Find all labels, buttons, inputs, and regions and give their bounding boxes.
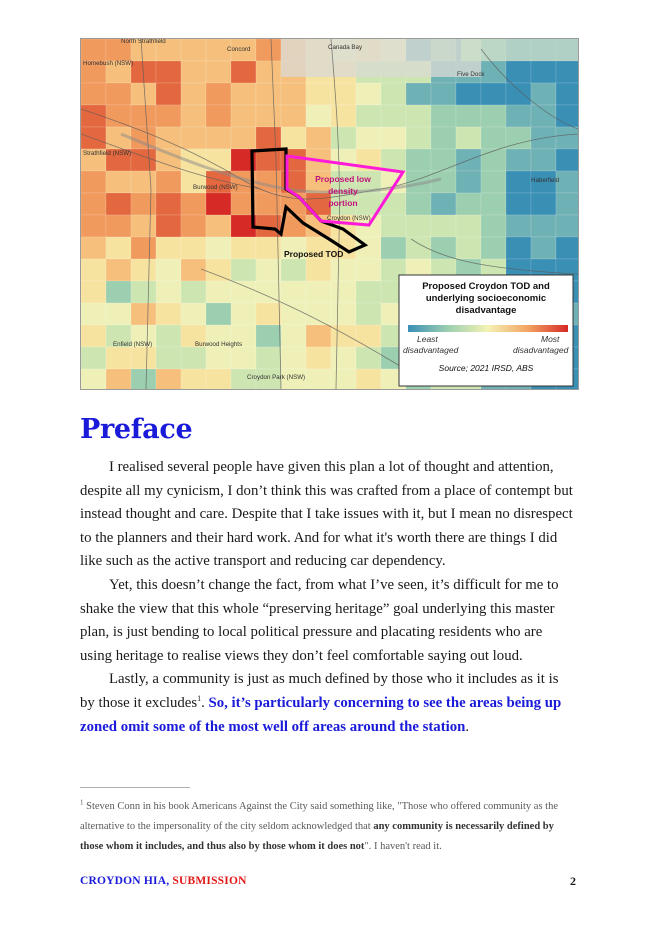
map-area-tile: [231, 281, 256, 303]
map-area-tile: [156, 369, 181, 389]
map-area-tile: [231, 61, 256, 83]
preface-paragraph-1: I realised several people have given this plan a lot of thought and attention, despite all my cynicism, I don’t think this was crafted from a place of contempt but instead thought and care. Despite that I take issues with it, but I mean no disrespect to the planners and their hard work. And for what it's worth there are things I did like such as the active transport and reducing car dependency.: [80, 459, 573, 570]
map-area-tile: [156, 347, 181, 369]
map-area-tile: [456, 105, 481, 127]
footnote-marker: 1: [80, 798, 84, 807]
map-area-tile: [456, 193, 481, 215]
map-area-tile: [106, 83, 131, 105]
map-area-tile: [181, 105, 206, 127]
map-area-tile: [256, 281, 281, 303]
map-area-tile: [156, 83, 181, 105]
map-area-tile: [156, 193, 181, 215]
map-area-tile: [81, 171, 106, 193]
map-area-tile: [556, 193, 578, 215]
map-area-tile: [131, 347, 156, 369]
map-area-tile: [331, 369, 356, 389]
map-area-tile: [181, 61, 206, 83]
map-area-tile: [531, 237, 556, 259]
page-number: 2: [570, 874, 576, 888]
map-area-tile: [506, 83, 531, 105]
map-area-tile: [206, 369, 231, 389]
map-area-tile: [356, 83, 381, 105]
map-area-tile: [306, 369, 331, 389]
map-area-tile: [331, 281, 356, 303]
paragraph-3-end: .: [465, 718, 470, 735]
map-area-tile: [431, 83, 456, 105]
map-area-tile: [181, 237, 206, 259]
map-area-tile: [131, 83, 156, 105]
map-area-tile: [331, 325, 356, 347]
map-area-tile: [181, 259, 206, 281]
map-area-tile: [81, 325, 106, 347]
map-area-tile: [531, 215, 556, 237]
map-area-tile: [306, 303, 331, 325]
map-area-tile: [231, 347, 256, 369]
map-area-tile: [256, 105, 281, 127]
map-area-tile: [106, 193, 131, 215]
map-area-tile: [281, 303, 306, 325]
map-legend: [399, 275, 573, 386]
map-area-tile: [531, 61, 556, 83]
map-area-tile: [431, 237, 456, 259]
map-place-label-croydon: Croydon (NSW): [327, 215, 371, 222]
footnote-divider: [80, 787, 190, 788]
map-area-tile: [331, 259, 356, 281]
footer-title-part-2: SUBMISSION: [172, 875, 247, 887]
map-area-tile: [506, 237, 531, 259]
map-area-tile: [131, 237, 156, 259]
map-area-tile: [306, 347, 331, 369]
map-area-tile: [206, 237, 231, 259]
map-area-tile: [181, 193, 206, 215]
map-area-tile: [356, 281, 381, 303]
map-area-tile: [156, 303, 181, 325]
map-area-tile: [281, 83, 306, 105]
map-area-tile: [181, 39, 206, 61]
map-area-tile: [181, 281, 206, 303]
map-area-tile: [231, 83, 256, 105]
map-area-tile: [81, 281, 106, 303]
map-area-tile: [381, 83, 406, 105]
map-area-tile: [331, 105, 356, 127]
map-area-tile: [206, 193, 231, 215]
map-area-tile: [131, 259, 156, 281]
map-area-tile: [206, 215, 231, 237]
map-place-label-enfield: Enfield (NSW): [113, 341, 153, 348]
map-area-tile: [81, 127, 106, 149]
map-area-tile: [81, 215, 106, 237]
low-density-label-line3: portion: [328, 198, 358, 208]
map-area-tile: [231, 303, 256, 325]
map-area-tile: [206, 259, 231, 281]
map-area-tile: [156, 281, 181, 303]
map-area-tile: [106, 215, 131, 237]
map-area-tile: [131, 281, 156, 303]
map-area-tile: [556, 149, 578, 171]
map-area-tile: [456, 215, 481, 237]
tod-label: Proposed TOD: [284, 249, 344, 259]
map-green-area: [461, 39, 578, 61]
map-area-tile: [81, 303, 106, 325]
map-place-label-haberfield: Haberfield: [531, 177, 560, 184]
map-area-tile: [131, 303, 156, 325]
map-area-tile: [506, 193, 531, 215]
map-area-tile: [181, 347, 206, 369]
map-area-tile: [356, 105, 381, 127]
map-area-tile: [206, 83, 231, 105]
map-area-tile: [106, 259, 131, 281]
map-place-label-concord: Concord: [227, 46, 251, 53]
map-area-tile: [256, 303, 281, 325]
map-area-tile: [281, 347, 306, 369]
map-area-tile: [406, 83, 431, 105]
map-area-tile: [356, 303, 381, 325]
map-area-tile: [481, 83, 506, 105]
map-area-tile: [81, 83, 106, 105]
map-area-tile: [556, 127, 578, 149]
legend-title-line2: underlying socioeconomic: [425, 293, 547, 304]
map-area-tile: [106, 303, 131, 325]
map-area-tile: [306, 325, 331, 347]
map-area-tile: [456, 83, 481, 105]
paragraph-3-start: Lastly, a community is just as much defined by those who it includes as it is by those it excludes: [80, 671, 559, 711]
map-area-tile: [381, 215, 406, 237]
paragraph-3-separator: .: [201, 694, 209, 711]
map-area-tile: [331, 303, 356, 325]
legend-color-ramp: [408, 325, 568, 332]
map-area-tile: [356, 259, 381, 281]
map-area-tile: [531, 193, 556, 215]
map-area-tile: [331, 127, 356, 149]
map-area-tile: [181, 215, 206, 237]
legend-least-line2: disadvantaged: [403, 345, 459, 355]
map-area-tile: [81, 237, 106, 259]
legend-least-line1: Least: [417, 334, 438, 344]
map-area-tile: [506, 149, 531, 171]
map-place-label-five-dock: Five Dock: [457, 71, 485, 78]
map-area-tile: [506, 171, 531, 193]
legend-most-line1: Most: [541, 334, 560, 344]
map-area-tile: [206, 127, 231, 149]
preface-heading: Preface: [80, 414, 193, 445]
map-area-tile: [356, 127, 381, 149]
map-area-tile: [131, 369, 156, 389]
map-area-tile: [81, 259, 106, 281]
map-area-tile: [531, 83, 556, 105]
map-area-tile: [281, 127, 306, 149]
map-area-tile: [81, 347, 106, 369]
map-area-tile: [381, 193, 406, 215]
map-area-tile: [81, 39, 106, 61]
map-area-tile: [381, 149, 406, 171]
map-area-tile: [181, 83, 206, 105]
map-area-tile: [306, 83, 331, 105]
footer-document-title: [80, 875, 247, 887]
map-area-tile: [156, 215, 181, 237]
map-area-tile: [381, 237, 406, 259]
map-area-tile: [481, 237, 506, 259]
map-area-tile: [256, 347, 281, 369]
map-area-tile: [406, 105, 431, 127]
map-area-tile: [331, 347, 356, 369]
map-area-tile: [206, 347, 231, 369]
paragraph-3-highlight: So, it’s particularly concerning to see the areas being up zoned omit some of the most well off areas around the station: [80, 694, 562, 735]
map-urban-area: [281, 39, 481, 77]
preface-body: [80, 456, 576, 739]
map-area-tile: [456, 127, 481, 149]
map-area-tile: [331, 149, 356, 171]
map-area-tile: [506, 105, 531, 127]
map-area-tile: [231, 127, 256, 149]
map-area-tile: [256, 259, 281, 281]
map-area-tile: [556, 105, 578, 127]
map-area-tile: [431, 215, 456, 237]
map-area-tile: [481, 105, 506, 127]
map-area-tile: [206, 61, 231, 83]
footnote-ref[interactable]: 1: [197, 694, 202, 704]
map-place-label-homebush: Homebush (NSW): [83, 60, 134, 67]
map-area-tile: [556, 83, 578, 105]
map-area-tile: [431, 193, 456, 215]
map-area-tile: [256, 237, 281, 259]
map-area-tile: [381, 127, 406, 149]
map-area-tile: [481, 215, 506, 237]
map-area-tile: [131, 215, 156, 237]
map-area-tile: [231, 237, 256, 259]
map-area-tile: [406, 215, 431, 237]
map-area-tile: [156, 325, 181, 347]
map-area-tile: [131, 105, 156, 127]
map-area-tile: [506, 215, 531, 237]
map-area-tile: [181, 303, 206, 325]
map-area-tile: [306, 127, 331, 149]
map-area-tile: [356, 347, 381, 369]
map-area-tile: [181, 127, 206, 149]
legend-title-line1: Proposed Croydon TOD and: [422, 281, 550, 292]
map-area-tile: [481, 127, 506, 149]
map-area-tile: [281, 259, 306, 281]
map-area-tile: [81, 369, 106, 389]
map-area-tile: [431, 127, 456, 149]
map-area-tile: [256, 61, 281, 83]
preface-paragraph-2: Yet, this doesn’t change the fact, from what I’ve seen, it’s difficult for me to shake the view that this whole “preserving heritage” goal underlying this master plan, is just bending to local political pressure and placating residents who are using heritage to realise views they don’t feel comfortable saying out loud.: [80, 576, 559, 664]
map-area-tile: [556, 61, 578, 83]
map-area-tile: [156, 259, 181, 281]
map-area-tile: [481, 171, 506, 193]
map-area-tile: [481, 193, 506, 215]
map-place-label-croydon-park: Croydon Park (NSW): [247, 374, 306, 381]
map-area-tile: [106, 105, 131, 127]
map-area-tile: [381, 105, 406, 127]
map-area-tile: [206, 105, 231, 127]
map-area-tile: [531, 149, 556, 171]
legend-title-line3: disadvantage: [455, 305, 517, 316]
map-area-tile: [106, 281, 131, 303]
map-area-tile: [256, 149, 281, 171]
map-area-tile: [281, 281, 306, 303]
footer-title-part-1: CROYDON HIA: [80, 875, 167, 887]
map-area-tile: [106, 369, 131, 389]
map-area-tile: [256, 127, 281, 149]
legend-source: Source; 2021 IRSD, ABS: [438, 363, 534, 373]
map-area-tile: [106, 237, 131, 259]
map-area-tile: [131, 171, 156, 193]
map-area-tile: [456, 171, 481, 193]
map-area-tile: [231, 105, 256, 127]
map-area-tile: [306, 105, 331, 127]
map-area-tile: [131, 149, 156, 171]
map-area-tile: [256, 325, 281, 347]
map-area-tile: [506, 61, 531, 83]
low-density-label-line2: density: [328, 186, 358, 196]
map-area-tile: [481, 149, 506, 171]
map-area-tile: [81, 193, 106, 215]
map-area-tile: [181, 369, 206, 389]
preface-paragraph-3: [80, 668, 576, 739]
map-area-tile: [356, 325, 381, 347]
footnote: [80, 797, 578, 857]
map-area-tile: [431, 105, 456, 127]
map-area-tile: [156, 171, 181, 193]
map-area-tile: [556, 215, 578, 237]
map-area-tile: [406, 149, 431, 171]
legend-most-line2: disadvantaged: [513, 345, 569, 355]
map-area-tile: [281, 325, 306, 347]
map-place-label-burwood-heights: Burwood Heights: [195, 341, 243, 348]
map-area-tile: [306, 259, 331, 281]
footnote-text-start: Steven Conn in his book Americans Against the City said something like, "Those who offered community as the alternative to the impersonality of the city seldom acknowledged that: [80, 801, 558, 832]
map-area-tile: [206, 281, 231, 303]
map-area-tile: [256, 39, 281, 61]
map-area-tile: [281, 105, 306, 127]
map-area-tile: [556, 237, 578, 259]
map-area-tile: [156, 237, 181, 259]
map-place-label-north-strathfield: North Strathfield: [121, 39, 166, 45]
footnote-text-bold: any community is necessarily defined by those whom it includes, and thus also by those whom it does not: [80, 821, 554, 852]
map-area-tile: [106, 171, 131, 193]
map-area-tile: [356, 369, 381, 389]
socioeconomic-map: [80, 38, 579, 390]
map-area-tile: [156, 61, 181, 83]
footer-title-separator: ,: [166, 875, 173, 887]
map-area-tile: [556, 171, 578, 193]
map-area-tile: [306, 193, 331, 215]
footnote-text-end: ". I haven't read it.: [364, 841, 442, 852]
map-area-tile: [431, 149, 456, 171]
map-area-tile: [156, 105, 181, 127]
map-area-tile: [306, 281, 331, 303]
low-density-label-line1: Proposed low: [315, 174, 371, 184]
map-place-label-burwood: Burwood (NSW): [193, 184, 238, 191]
map-area-tile: [456, 237, 481, 259]
map-area-tile: [406, 127, 431, 149]
map-area-tile: [131, 193, 156, 215]
map-area-tile: [256, 83, 281, 105]
map-place-label-canada-bay: Canada Bay: [328, 44, 363, 51]
map-area-tile: [106, 347, 131, 369]
map-area-tile: [231, 259, 256, 281]
map-place-label-strathfield: Strathfield (NSW): [83, 150, 132, 157]
map-area-tile: [406, 193, 431, 215]
map-area-tile: [206, 303, 231, 325]
